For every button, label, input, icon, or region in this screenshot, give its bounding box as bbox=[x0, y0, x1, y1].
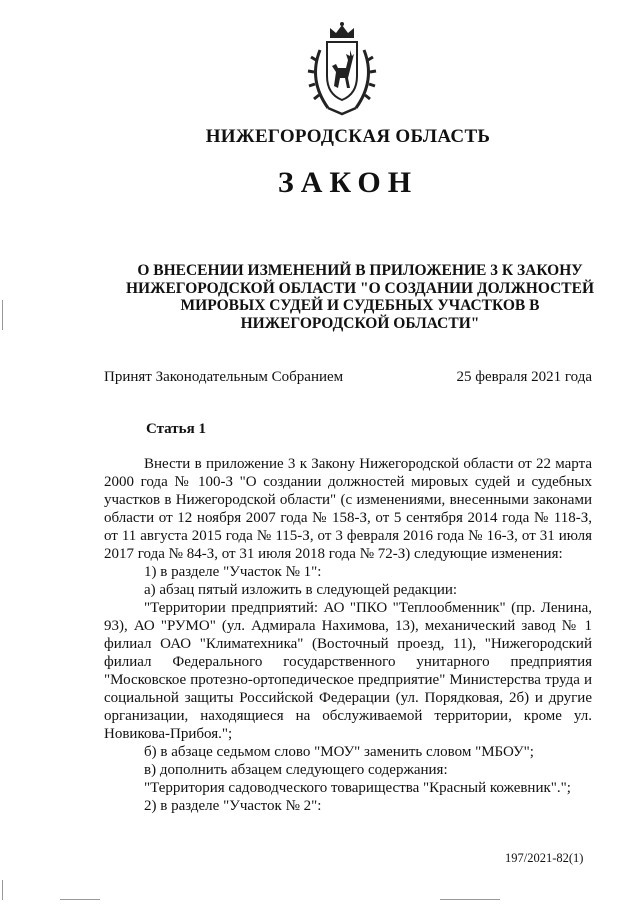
article-paragraph: б) в абзаце седьмом слово "МОУ" заменить словом "МБОУ"; bbox=[144, 744, 534, 760]
article-paragraph: "Территория садоводческого товарищества "Красный кожевник"."; bbox=[144, 780, 571, 796]
article-paragraph: 1) в разделе "Участок № 1": bbox=[144, 564, 322, 580]
article-paragraph: "Территории предприятий: АО "ПКО "Теплообменник" (пр. Ленина, 93), АО "РУМО" (ул. Адмирала Нахимова, 13), механический завод № 1 филиал ОАО "Климатехника" (Восточный проезд, 11), "Нижегородский филиал Федерального государственного унитарного предприятия "Московское протезно-ортопедическое предприятие" Министерства труда и социальной защиты Российской Федерации (ул. Порядковая, 2б) и другие организации, находящиеся на обслуживаемой территории, кроме ул. Новикова-Прибоя."; bbox=[104, 600, 592, 742]
article-paragraph: 2) в разделе "Участок № 2": bbox=[144, 798, 322, 814]
scan-edge-mark bbox=[60, 899, 100, 900]
scan-edge-mark bbox=[440, 899, 500, 900]
scan-edge-mark bbox=[2, 300, 3, 330]
article-paragraph: а) абзац пятый изложить в следующей редакции: bbox=[144, 582, 458, 598]
scan-edge-mark bbox=[2, 880, 3, 900]
article-paragraph: в) дополнить абзацем следующего содержания: bbox=[144, 762, 448, 778]
article-heading: Статья 1 bbox=[146, 421, 206, 437]
adoption-date: 25 февраля 2021 года bbox=[456, 369, 592, 385]
law-title-line: НИЖЕГОРОДСКОЙ ОБЛАСТИ" bbox=[240, 314, 480, 332]
article-body bbox=[104, 455, 592, 815]
region-name: НИЖЕГОРОДСКАЯ ОБЛАСТЬ bbox=[205, 126, 491, 147]
coat-of-arms-icon bbox=[300, 20, 384, 120]
law-title-line: НИЖЕГОРОДСКОЙ ОБЛАСТИ "О СОЗДАНИИ ДОЛЖНОСТЕЙ bbox=[126, 279, 594, 297]
adoption-line bbox=[104, 369, 592, 386]
law-title-line: О ВНЕСЕНИИ ИЗМЕНЕНИЙ В ПРИЛОЖЕНИЕ 3 К ЗАКОНУ bbox=[137, 262, 583, 279]
adopted-by: Принят Законодательным Собранием bbox=[104, 369, 344, 385]
law-title-line: МИРОВЫХ СУДЕЙ И СУДЕБНЫХ УЧАСТКОВ В bbox=[180, 297, 540, 314]
law-title bbox=[80, 262, 640, 332]
document-number: 197/2021-82(1) bbox=[505, 851, 584, 865]
article-paragraph: Внести в приложение 3 к Закону Нижегородской области от 22 марта 2000 года № 100-З "О создании должностей мировых судей и судебных участков в Нижегородской области" (с изменениями, внесенными законами области от 12 ноября 2007 года № 158-З, от 5 сентября 2014 года № 118-З, от 11 августа 2015 года № 115-З, от 3 февраля 2016 года № 16-З, от 31 июля 2017 года № 84-З, от 31 июля 2018 года № 72-З) следующие изменения: bbox=[104, 456, 592, 562]
document-type: ЗАКОН bbox=[277, 166, 419, 199]
